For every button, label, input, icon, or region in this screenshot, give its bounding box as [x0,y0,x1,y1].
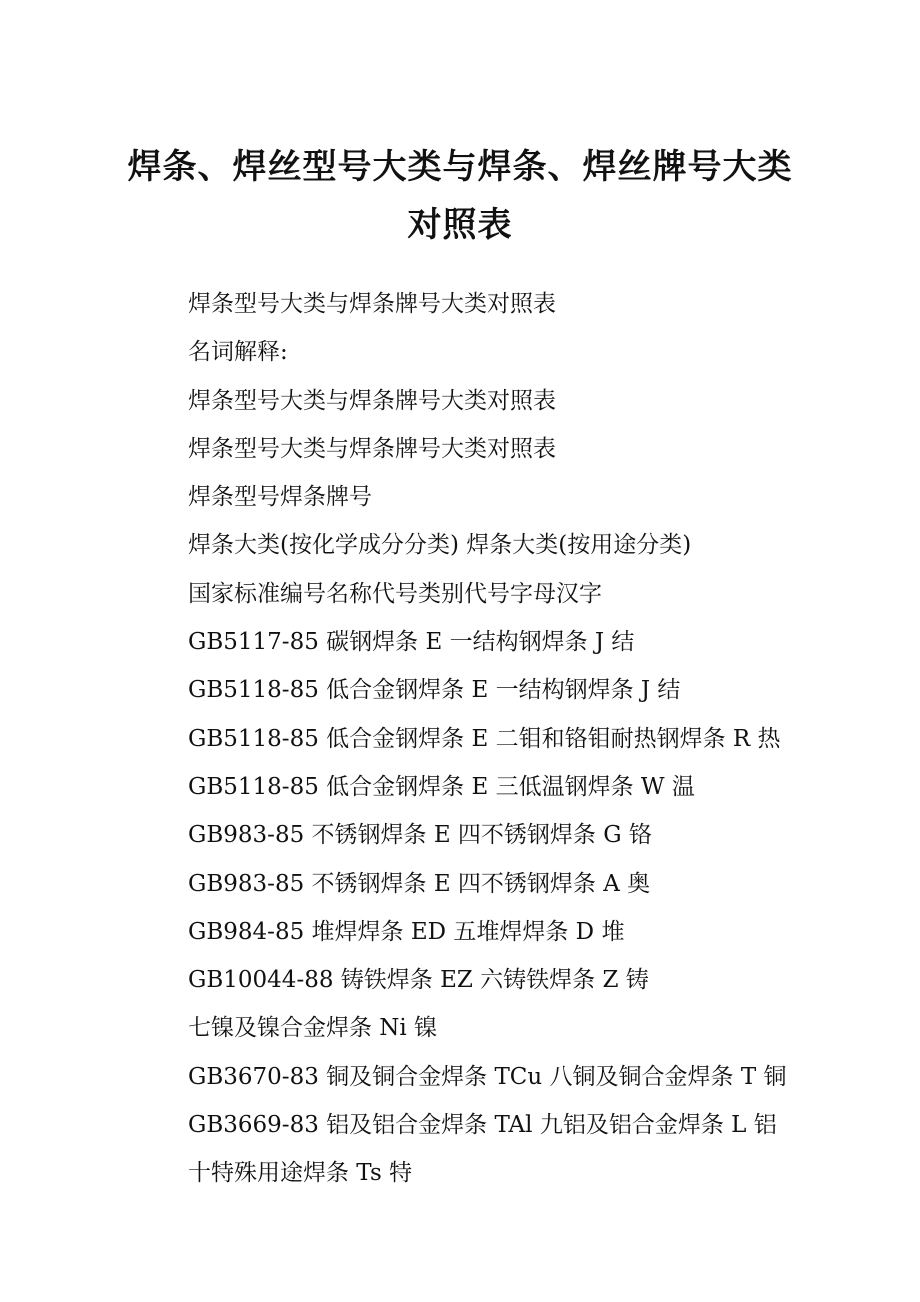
body-line: 焊条大类(按化学成分分类) 焊条大类(按用途分类) [188,532,692,559]
body-line: GB5118-85 低合金钢焊条 E 三低温钢焊条 W 温 [188,773,695,800]
body-line: 焊条型号大类与焊条牌号大类对照表 [188,435,556,462]
document-body [188,286,798,1204]
body-line: 十特殊用途焊条 Ts 特 [188,1160,413,1187]
body-line: GB983-85 不锈钢焊条 E 四不锈钢焊条 A 奥 [188,870,651,897]
document-title-line-2: 对照表 [407,205,513,245]
body-line: GB983-85 不锈钢焊条 E 四不锈钢焊条 G 铬 [188,822,652,849]
body-line: 焊条型号焊条牌号 [188,484,372,511]
body-line: 名词解释: [188,339,288,366]
body-line: GB5118-85 低合金钢焊条 E 一结构钢焊条 J 结 [188,677,681,704]
body-line: GB10044-88 铸铁焊条 EZ 六铸铁焊条 Z 铸 [188,967,649,994]
body-line: GB5118-85 低合金钢焊条 E 二钼和铬钼耐热钢焊条 R 热 [188,725,781,752]
body-line: 焊条型号大类与焊条牌号大类对照表 [188,291,556,317]
body-line: 焊条型号大类与焊条牌号大类对照表 [188,387,556,414]
document-title-line-1: 焊条、焊丝型号大类与焊条、焊丝牌号大类 [127,147,793,187]
body-line: GB5117-85 碳钢焊条 E 一结构钢焊条 J 结 [188,629,635,656]
body-line: 七镍及镍合金焊条 Ni 镍 [188,1015,438,1042]
body-line: 国家标准编号名称代号类别代号字母汉字 [188,580,602,607]
body-line: GB3670-83 铜及铜合金焊条 TCu 八铜及铜合金焊条 T 铜 [188,1063,787,1090]
body-line: GB984-85 堆焊焊条 ED 五堆焊焊条 D 堆 [188,918,625,945]
body-line: GB3669-83 铝及铝合金焊条 TAl 九铝及铝合金焊条 L 铝 [188,1112,777,1139]
